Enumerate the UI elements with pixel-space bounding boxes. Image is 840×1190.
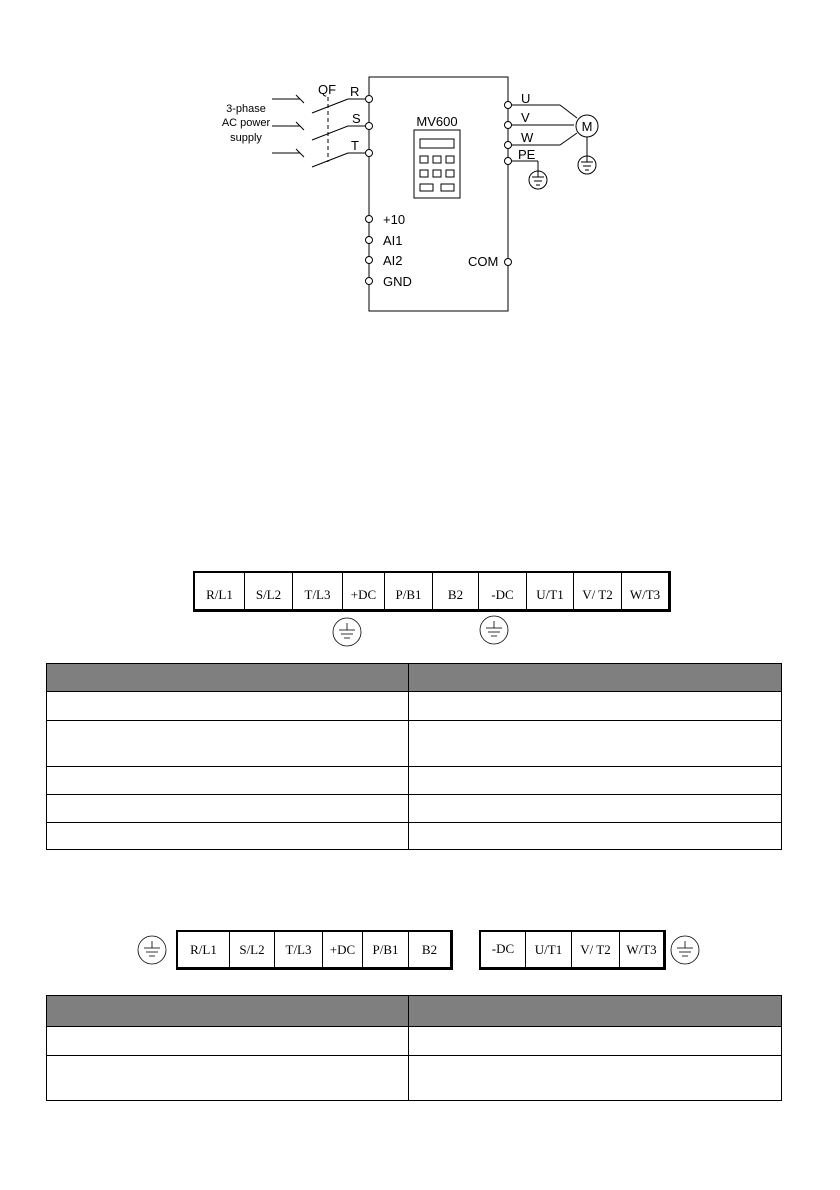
terminal-cell: S/L2 xyxy=(229,932,274,967)
terminal-ai1-label: AI1 xyxy=(383,233,403,248)
terminal-w-label: W xyxy=(521,130,534,145)
supply-label-3: supply xyxy=(230,132,262,144)
table-header xyxy=(47,996,782,1027)
terminal-cell: R/L1 xyxy=(206,587,233,602)
terminal-gnd-label: GND xyxy=(383,274,412,289)
ground-icon xyxy=(136,934,168,966)
terminal-cell: V/ T2 xyxy=(573,573,621,609)
terminal-10v-label: +10 xyxy=(383,212,406,227)
terminal-cell: P/B1 xyxy=(384,573,432,609)
terminal-cell: T/L3 xyxy=(274,932,322,967)
motor-label: M xyxy=(581,119,593,134)
terminal-ai2-label: AI2 xyxy=(383,253,403,268)
terminal-cell: U/T1 xyxy=(526,573,573,609)
supply-label-2: AC power xyxy=(221,117,271,129)
terminal-cell: -DC xyxy=(478,573,526,609)
terminal-com-label: COM xyxy=(468,254,499,269)
supply-label-1: 3-phase xyxy=(226,103,266,115)
terminal-cell: -DC xyxy=(491,941,515,956)
ground-icon xyxy=(669,934,701,966)
input-terminal-strip xyxy=(176,930,453,970)
terminal-cell: P/B1 xyxy=(362,932,408,967)
terminal-description-table xyxy=(46,663,782,850)
terminal-cell: U/T1 xyxy=(525,932,571,967)
terminal-u-label: U xyxy=(521,91,531,106)
main-terminal-strip xyxy=(193,571,671,612)
terminal-cell: W/T3 xyxy=(619,932,663,967)
wiring-diagram xyxy=(0,0,840,330)
table-row xyxy=(47,795,782,823)
terminal-cell: W/T3 xyxy=(621,573,668,609)
terminal-cell: B2 xyxy=(432,573,478,609)
table-row xyxy=(47,823,782,850)
table-header xyxy=(47,664,782,692)
keypad-icon xyxy=(414,130,460,198)
terminal-s-label: S xyxy=(352,111,361,126)
table-row xyxy=(47,692,782,721)
terminal-t-label: T xyxy=(351,138,359,153)
table-row xyxy=(47,767,782,795)
terminal-cell: S/L2 xyxy=(244,573,292,609)
terminal-pe-label: PE xyxy=(518,147,536,162)
ground-icon xyxy=(330,615,364,649)
table-row xyxy=(47,721,782,767)
terminal-cell: +DC xyxy=(322,932,362,967)
terminal-cell: V/ T2 xyxy=(571,932,619,967)
terminal-cell: R/L1 xyxy=(190,941,217,957)
supply-lines xyxy=(272,95,365,167)
output-terminal-strip xyxy=(479,930,666,970)
terminal-r-label: R xyxy=(350,84,360,99)
terminal-v-label: V xyxy=(521,110,530,125)
terminal-cell: +DC xyxy=(342,573,384,609)
ground-icon xyxy=(477,613,511,647)
terminal-cell: B2 xyxy=(408,932,450,967)
model-label: MV600 xyxy=(416,114,458,129)
terminal-cell: T/L3 xyxy=(292,573,342,609)
table-row xyxy=(47,1056,782,1101)
table-row xyxy=(47,1027,782,1056)
ground-icon xyxy=(529,171,547,189)
motor-ground-icon xyxy=(578,156,596,174)
qf-label: QF xyxy=(318,82,337,97)
terminal-description-table-2 xyxy=(46,995,782,1101)
